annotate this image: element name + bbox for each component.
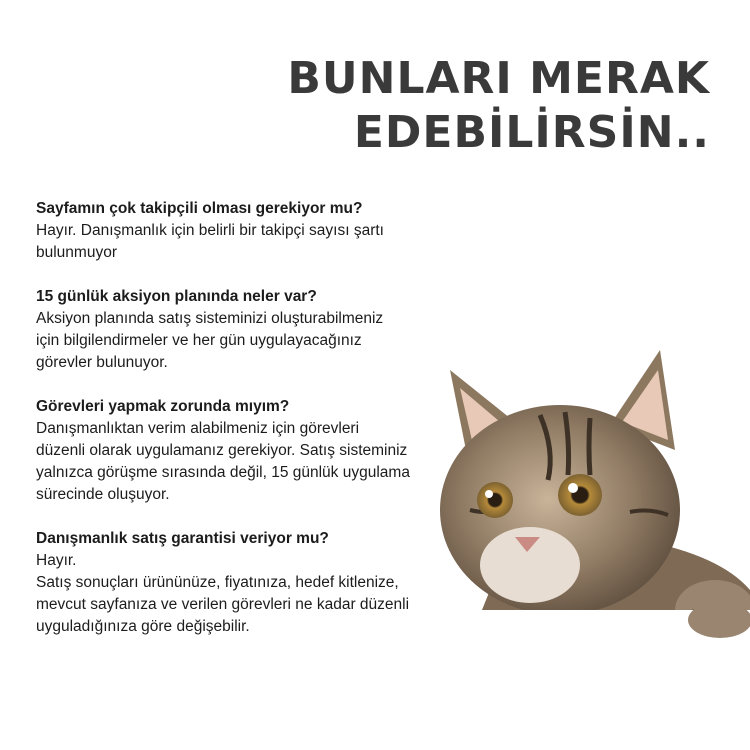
- title-line-1: BUNLARI MERAK: [287, 53, 710, 104]
- faq-item: [36, 286, 456, 374]
- faq-answer-line: Hayır.: [36, 552, 77, 569]
- faq-answer-line: Satış sonuçları ürününüze, fiyatınıza, hedef kitlenize,: [36, 574, 399, 591]
- faq-item: [36, 396, 456, 506]
- faq-answer-line: görevler bulunuyor.: [36, 354, 168, 371]
- faq-answer-line: Danışmanlıktan verim alabilmeniz için görevleri: [36, 420, 360, 437]
- faq-question: 15 günlük aksiyon planında neler var?: [36, 288, 317, 305]
- faq-list: [36, 198, 456, 660]
- faq-item: [36, 198, 456, 264]
- faq-answer-line: için bilgilendirmeler ve her gün uygulayacağınız: [36, 332, 362, 349]
- page-title: [287, 52, 710, 160]
- faq-question: Danışmanlık satış garantisi veriyor mu?: [36, 530, 329, 547]
- faq-answer-line: sürecinde oluşuyor.: [36, 486, 170, 503]
- faq-answer-line: Hayır. Danışmanlık için belirli bir takipçi sayısı şartı: [36, 222, 384, 239]
- tabby-cat-peeking-illustration: [430, 340, 750, 670]
- faq-answer-line: Aksiyon planında satış sisteminizi oluşturabilmeniz: [36, 310, 384, 327]
- faq-question: Sayfamın çok takipçili olması gerekiyor mu?: [36, 200, 363, 217]
- faq-answer-line: uyguladığınıza göre değişebilir.: [36, 618, 250, 635]
- faq-answer-line: yalnızca görüşme sırasında değil, 15 günlük uygulama: [36, 464, 410, 481]
- faq-answer-line: bulunmuyor: [36, 244, 117, 261]
- faq-answer-line: mevcut sayfanıza ve verilen görevleri ne kadar düzenli: [36, 596, 410, 613]
- title-line-2: EDEBİLİRSİN..: [353, 107, 710, 158]
- faq-answer-line: düzenli olarak uygulamanız gerekiyor. Satış sisteminiz: [36, 442, 408, 459]
- faq-item: [36, 528, 456, 638]
- faq-question: Görevleri yapmak zorunda mıyım?: [36, 398, 290, 415]
